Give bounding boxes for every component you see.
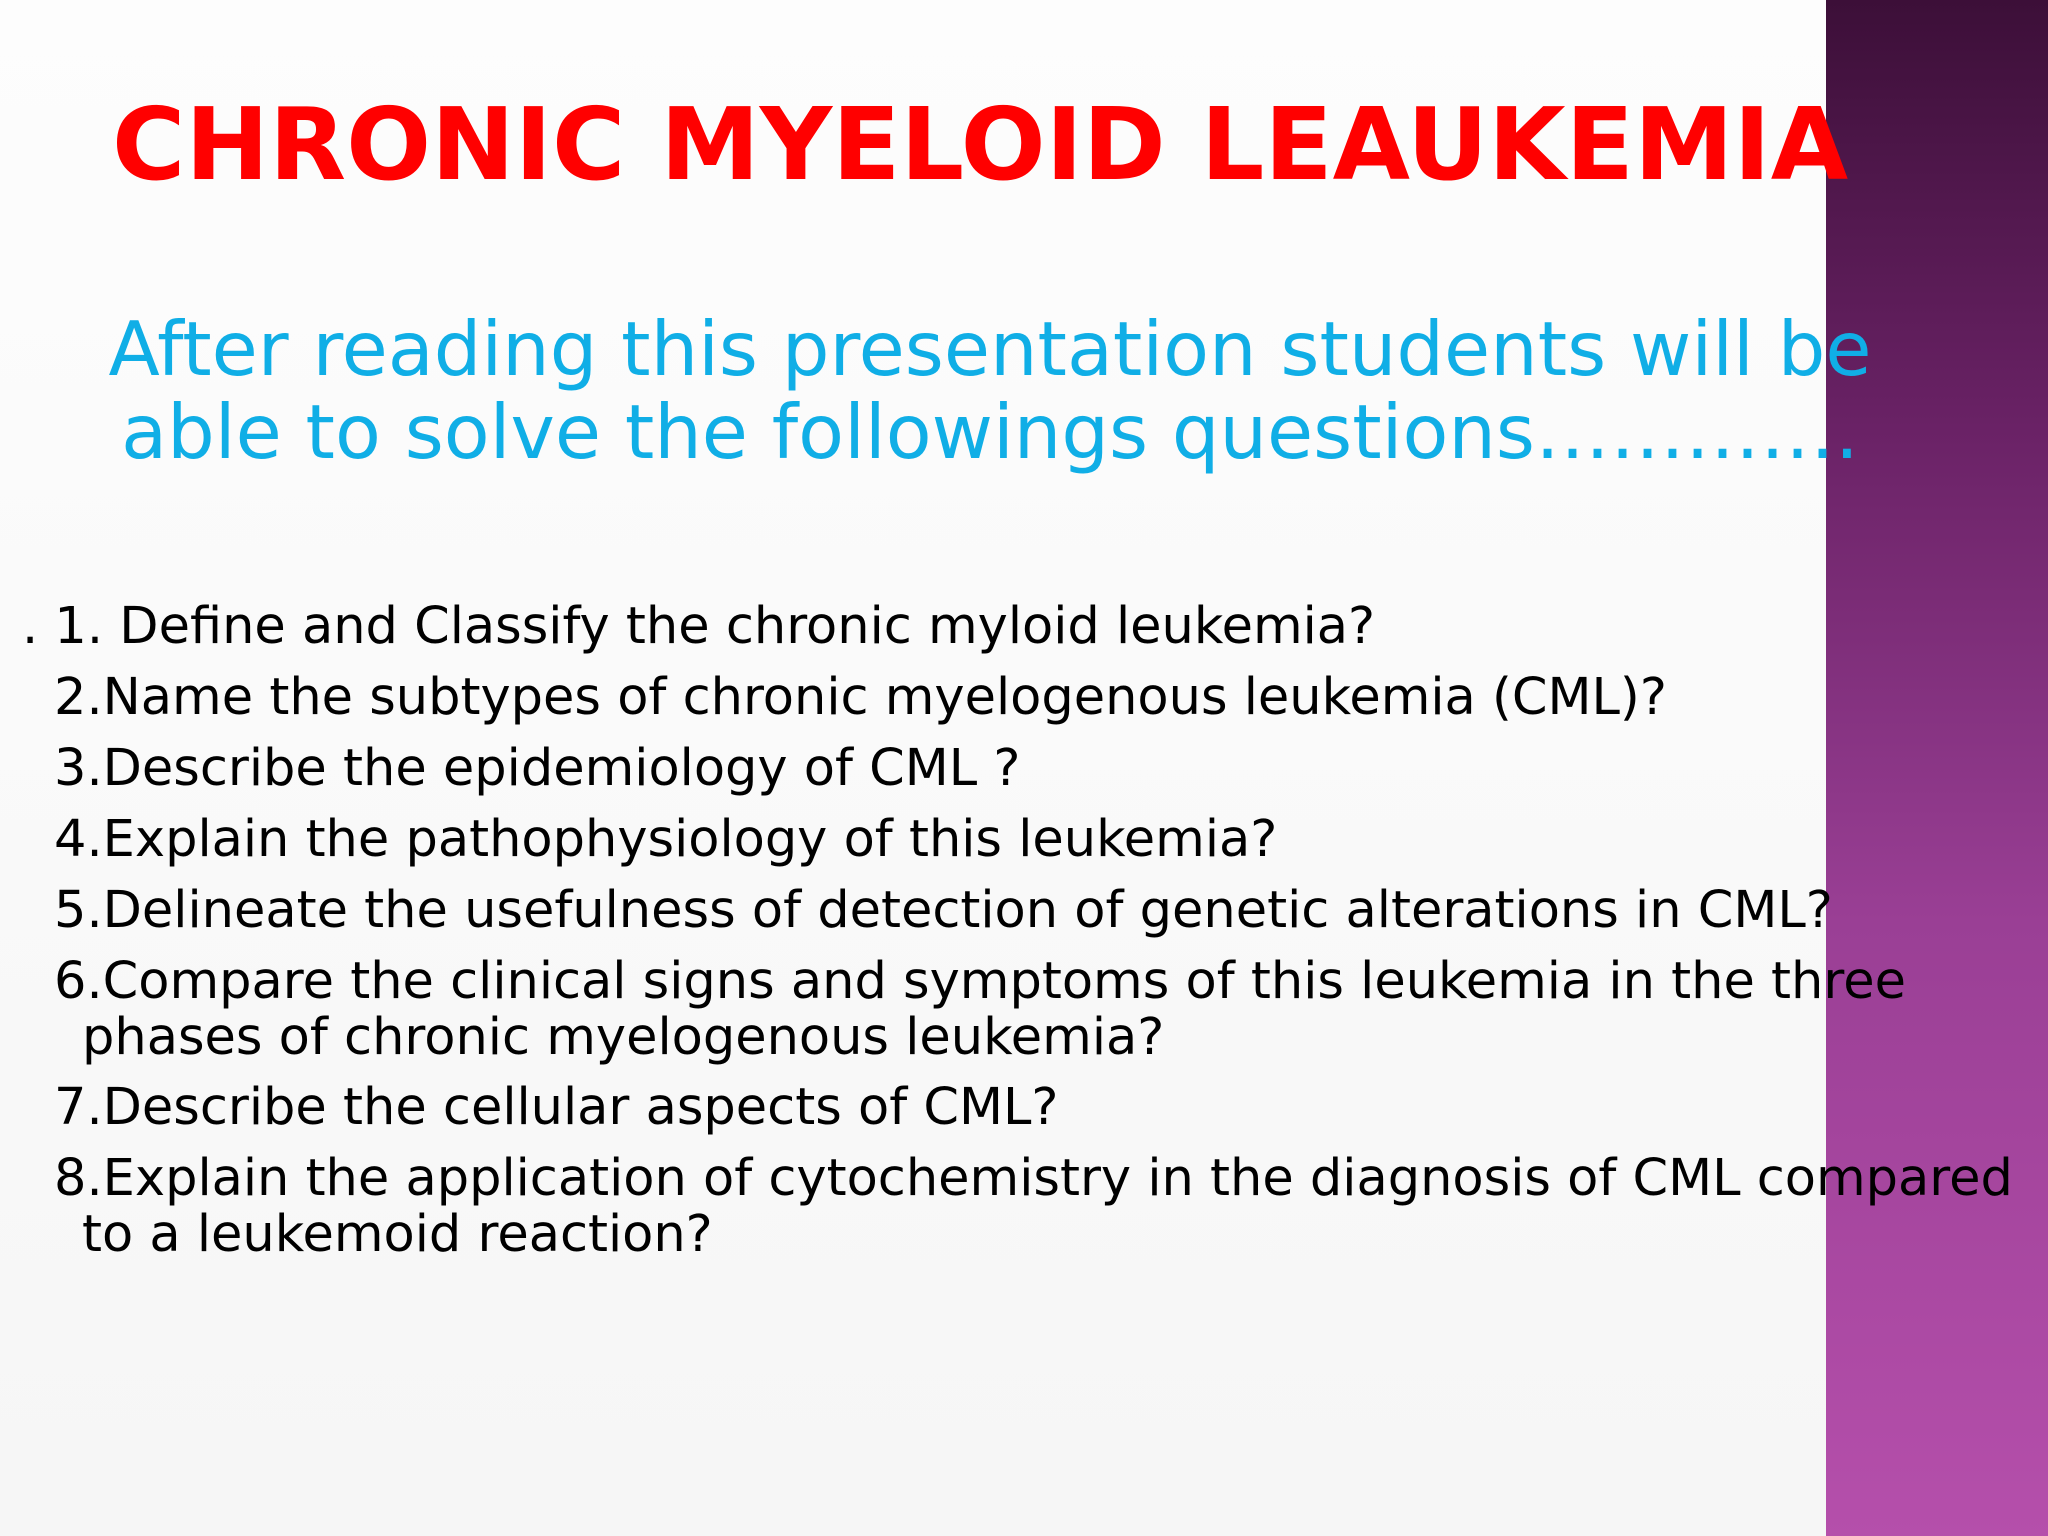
question-text-continued: phases of chronic myelogenous leukemia? xyxy=(82,1008,1165,1067)
question-item xyxy=(54,1077,2022,1148)
question-item xyxy=(54,951,2022,1077)
subtitle-line-1: After reading this presentation students will be xyxy=(108,305,1872,393)
question-text: . 1. Define and Classify the chronic myloid leukemia? xyxy=(22,597,1376,656)
slide-title: CHRONIC MYELOID LEAUKEMIA xyxy=(112,86,1849,203)
question-item xyxy=(54,809,2022,880)
slide-subtitle xyxy=(20,305,1960,476)
question-text: 3.Describe the epidemiology of CML ? xyxy=(54,739,1021,798)
question-item xyxy=(54,1148,2022,1274)
question-item xyxy=(54,738,2022,809)
question-text-continued: to a leukemoid reaction? xyxy=(82,1205,713,1264)
question-item xyxy=(54,667,2022,738)
question-text: 5.Delineate the usefulness of detection of genetic alterations in CML? xyxy=(54,881,1833,940)
question-text: 7.Describe the cellular aspects of CML? xyxy=(54,1078,1059,1137)
question-text: 2.Name the subtypes of chronic myelogenous leukemia (CML)? xyxy=(54,668,1667,727)
question-item xyxy=(54,880,2022,951)
question-list xyxy=(22,596,2022,1274)
question-item xyxy=(22,596,2022,667)
question-text: 6.Compare the clinical signs and symptoms of this leukemia in the three xyxy=(54,952,1906,1011)
subtitle-line-2: able to solve the followings questions…………. xyxy=(121,388,1859,476)
question-text: 8.Explain the application of cytochemistry in the diagnosis of CML compared xyxy=(54,1149,2013,1208)
question-text: 4.Explain the pathophysiology of this leukemia? xyxy=(54,810,1278,869)
